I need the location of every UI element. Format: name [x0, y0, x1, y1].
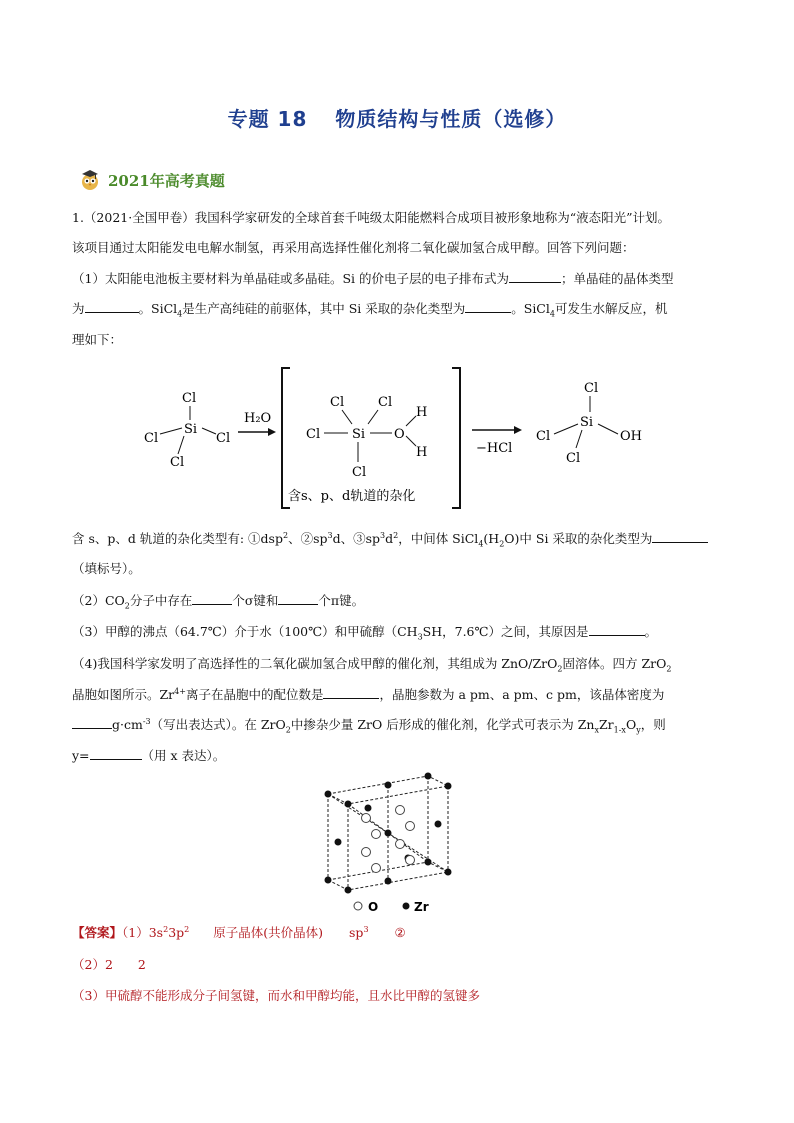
- reagent-h2o: H₂O: [244, 411, 272, 426]
- intermediate-molecule: [306, 395, 427, 480]
- owl-scholar-icon: [78, 168, 102, 192]
- question-intro-line-1: 1.（2021·全国甲卷）我国科学家研发的全球首套千吨级太阳能燃料合成项目被形象地称为“液态阳光”计划。: [72, 210, 670, 225]
- answer-blank: [509, 270, 561, 283]
- intermediate-caption: 含s、p、d轨道的杂化: [288, 489, 416, 504]
- atom-cl: Cl: [536, 429, 551, 444]
- answer-blank: [589, 623, 645, 636]
- answer-line-3: （3）甲硫醇不能形成分子间氢键，而水和甲醇均能，且水比甲醇的氢键多: [72, 988, 480, 1003]
- atom-cl: Cl: [330, 395, 345, 410]
- atom-cl: Cl: [352, 465, 367, 480]
- part1-line-2: 为 。SiCl$_4$是生产高纯硅的前驱体，其中 Si 采取的杂化类型为 。SiCl$_4$可发生水解反应，机: [72, 301, 668, 319]
- right-bracket: [452, 368, 460, 508]
- atom-h: H: [416, 405, 428, 420]
- legend-zr-label: Zr: [414, 900, 429, 914]
- atom-cl: Cl: [216, 431, 231, 446]
- arrowhead-icon: [514, 426, 522, 434]
- answer-tag: 【答案】: [72, 925, 123, 940]
- legend-o-label: O: [368, 900, 379, 914]
- answer-blank: [465, 300, 511, 313]
- answer-blank: [192, 592, 232, 605]
- answer-blank: [72, 716, 112, 729]
- atom-cl: Cl: [182, 391, 197, 406]
- answer-blank: [90, 747, 142, 760]
- hybridization-line-2: （填标号）。: [72, 561, 141, 576]
- title-topic-number: 专题 18: [227, 107, 308, 131]
- answer-blank: [85, 300, 139, 313]
- atom-si: Si: [580, 415, 594, 430]
- part4-line-1: （4)我国科学家发明了高选择性的二氧化碳加氢合成甲醇的催化剂，其组成为 ZnO/ZrO$_2$固溶体。四方 ZrO$_2$: [72, 656, 672, 674]
- hybridization-line-1: 含 s、p、d 轨道的杂化类型有: ①dsp$^2$、$②sp^3d$、$③sp^3d^2$，中间体 $SiCl_4(H_2O)$中 Si 采取的杂化类型为: [72, 530, 708, 548]
- answer-line-1: 【答案】$(1)3s^23p^2$ 原子晶体(共价晶体) $sp^3$ ②: [72, 924, 406, 940]
- part4-line-2: 晶胞如图所示。$Zr^{4+}$离子在晶胞中的配位数是 ，晶胞参数为 a pm、a pm、c pm，该晶体密度为: [72, 686, 665, 702]
- atom-cl: Cl: [378, 395, 393, 410]
- atom-oh: OH: [620, 429, 642, 444]
- atom-si: Si: [352, 427, 366, 442]
- title-topic-name: 物质结构与性质（选修）: [335, 107, 567, 131]
- atom-cl: Cl: [144, 431, 159, 446]
- part4-line-3: $g\cdot cm^{-3}$（写出表达式）。在 ZrO$_2$中掺杂少量 ZrO 后形成的催化剂，化学式可表示为 $Zn_xZr_{1-x}O_y$，则: [72, 716, 666, 734]
- atom-si: Si: [184, 422, 198, 437]
- arrowhead-icon: [268, 428, 276, 436]
- sicl3oh-molecule: [536, 381, 642, 466]
- part1-line-1: （1）太阳能电池板主要材料为单晶硅或多晶硅。Si 的价电子层的电子排布式为 ；单晶硅的晶体类型: [72, 271, 674, 286]
- atom-cl: Cl: [566, 451, 581, 466]
- sicl4-molecule: [144, 391, 230, 470]
- section-header: [78, 168, 225, 192]
- question-intro-line-2: 该项目通过太阳能发电电解水制氢，再采用高选择性催化剂将二氧化碳加氢合成甲醇。回答下列问题：: [72, 240, 635, 255]
- byproduct-hcl: −HCl: [476, 441, 513, 456]
- part1-line-3: 理如下：: [72, 332, 123, 347]
- legend-zr-icon: [403, 903, 410, 910]
- section-label: 2021年高考真题: [108, 171, 225, 190]
- atom-cl: Cl: [170, 455, 185, 470]
- answer-blank: [278, 592, 318, 605]
- part4-line-4: y= （用 x 表达）。: [72, 748, 226, 763]
- answer-blank: [323, 686, 379, 699]
- part2-line: $(2)CO_2$分子中存在 个σ键和 个π键。: [72, 593, 365, 611]
- atom-cl: Cl: [306, 427, 321, 442]
- part3-line: （3）甲醇的沸点（64.7℃）介于水（100℃）和甲硫醇（$CH_3SH$，7.6℃）之间，其原因是 。: [72, 624, 658, 642]
- left-bracket: [282, 368, 290, 508]
- hydrolysis-mechanism-diagram: [140, 362, 700, 512]
- page-title: [0, 103, 794, 132]
- atom-cl: Cl: [584, 381, 599, 396]
- atom-o: O: [394, 427, 405, 442]
- answer-blank: [652, 530, 708, 543]
- atom-h: H: [416, 445, 428, 460]
- legend-o-icon: [354, 902, 362, 910]
- answer-line-2: （2）2 2: [72, 957, 146, 972]
- zro2-unit-cell-diagram: [318, 770, 468, 918]
